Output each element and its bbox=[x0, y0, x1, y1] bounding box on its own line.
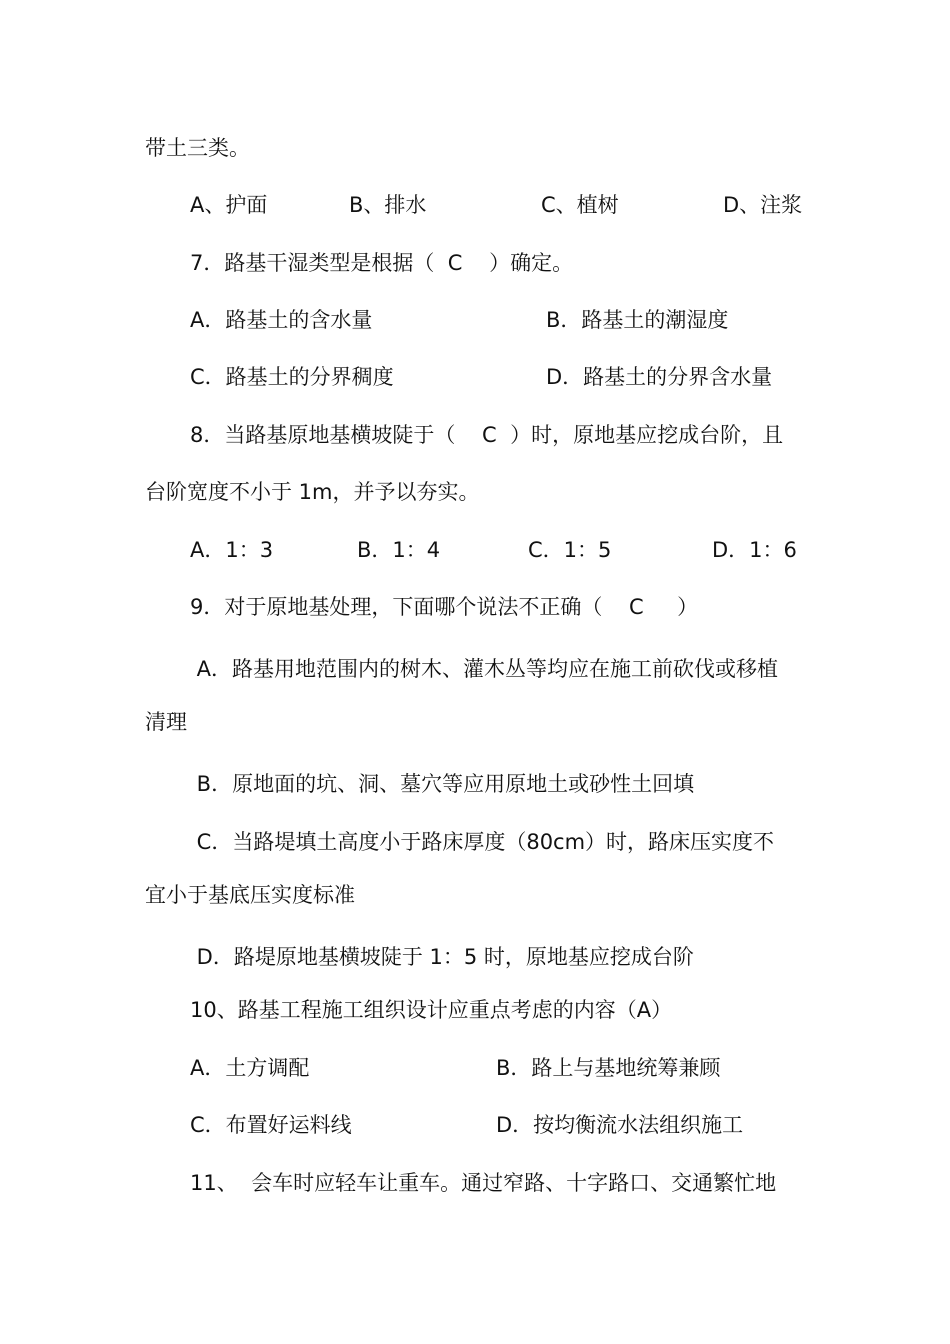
q9-option-b: B．原地面的坑、洞、墓穴等应用原地土或砂性土回填 bbox=[190, 772, 695, 796]
q7-option-d: D．路基土的分界含水量 bbox=[546, 365, 773, 389]
q6-option-a: A、护面 bbox=[190, 193, 268, 217]
q10-option-b: B．路上与基地统筹兼顾 bbox=[496, 1056, 721, 1080]
question-11: 11、 会车时应轻车让重车。通过窄路、十字路口、交通繁忙地 bbox=[190, 1171, 777, 1195]
q8-option-d: D．1：6 bbox=[712, 538, 797, 562]
q10-option-c: C．布置好运料线 bbox=[190, 1113, 352, 1137]
q9-option-a-line-1: A．路基用地范围内的树木、灌木丛等均应在施工前砍伐或移植 bbox=[190, 657, 779, 681]
q8-option-b: B．1：4 bbox=[357, 538, 441, 562]
q10-option-a: A．土方调配 bbox=[190, 1056, 310, 1080]
q8-option-c: C．1：5 bbox=[528, 538, 612, 562]
question-8-line-2: 台阶宽度不小于 1m，并予以夯实。 bbox=[145, 480, 480, 504]
q7-option-a: A．路基土的含水量 bbox=[190, 308, 373, 332]
question-10: 10、路基工程施工组织设计应重点考虑的内容（A） bbox=[190, 998, 673, 1022]
q7-option-c: C．路基土的分界稠度 bbox=[190, 365, 394, 389]
q9-option-c-line-1: C．当路堤填土高度小于路床厚度（80cm）时，路床压实度不 bbox=[190, 830, 775, 854]
q6-option-b: B、排水 bbox=[349, 193, 427, 217]
question-7: 7．路基干湿类型是根据（ C ）确定。 bbox=[190, 251, 574, 275]
q6-tail: 带土三类。 bbox=[145, 136, 250, 160]
q9-option-a-line-2: 清理 bbox=[145, 710, 187, 734]
q7-option-b: B．路基土的潮湿度 bbox=[546, 308, 729, 332]
q8-option-a: A．1：3 bbox=[190, 538, 274, 562]
question-8-line-1: 8．当路基原地基横坡陡于（ C ）时，原地基应挖成台阶，且 bbox=[190, 423, 784, 447]
question-9: 9．对于原地基处理，下面哪个说法不正确（ C ） bbox=[190, 595, 699, 619]
q9-option-d: D．路堤原地基横坡陡于 1：5 时，原地基应挖成台阶 bbox=[190, 945, 694, 969]
q9-option-c-line-2: 宜小于基底压实度标准 bbox=[145, 883, 355, 907]
q6-option-d: D、注浆 bbox=[723, 193, 803, 217]
q6-option-c: C、植树 bbox=[541, 193, 619, 217]
q10-option-d: D．按均衡流水法组织施工 bbox=[496, 1113, 744, 1137]
